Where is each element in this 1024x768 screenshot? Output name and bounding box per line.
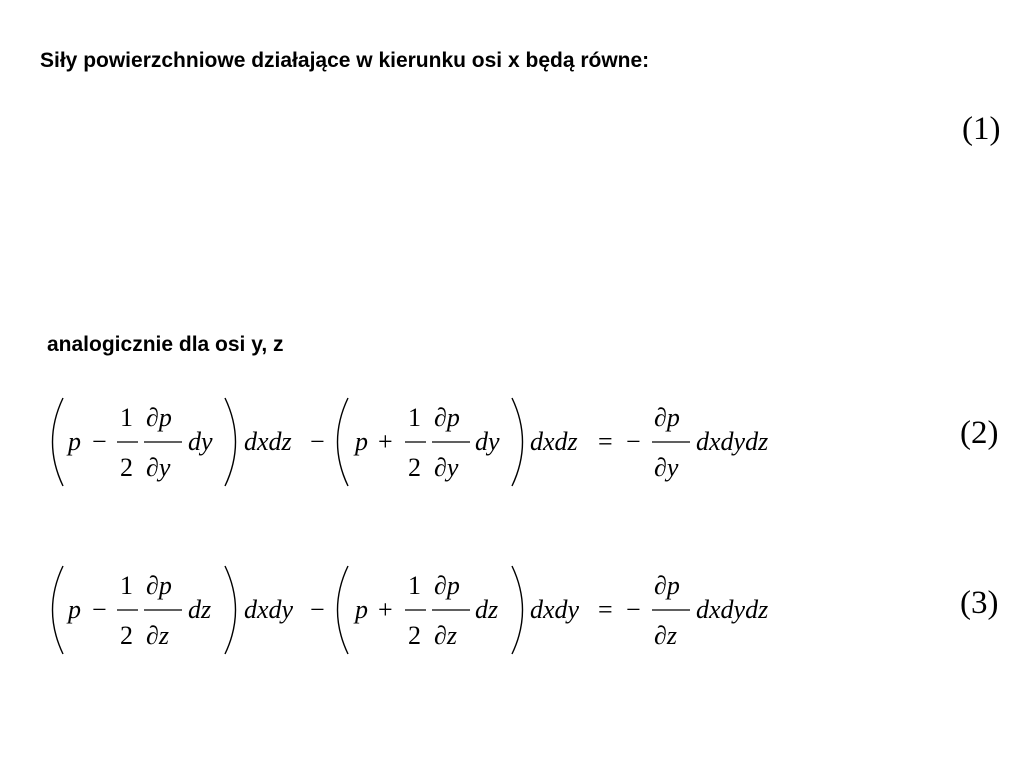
equation-3 — [0, 560, 1024, 660]
partial-denominator: ∂y — [146, 453, 171, 482]
differential: dz — [475, 595, 499, 624]
minus-sign: − — [626, 427, 641, 456]
term2-suffix: dxdy — [530, 595, 580, 624]
partial-numerator: ∂p — [434, 571, 460, 600]
left-paren-2 — [338, 398, 349, 486]
differential: dz — [188, 595, 212, 624]
partial-denominator: ∂y — [434, 453, 459, 482]
equals-sign: = — [598, 595, 613, 624]
minus-sign: − — [92, 427, 107, 456]
partial-numerator: ∂p — [146, 571, 172, 600]
term1-suffix: dxdz — [244, 427, 292, 456]
right-paren-2 — [512, 566, 523, 654]
left-paren-2 — [338, 566, 349, 654]
minus-sign: − — [310, 427, 325, 456]
plus-sign: + — [378, 427, 393, 456]
equation-2 — [0, 392, 1024, 492]
fraction-denominator: 2 — [120, 453, 133, 482]
left-paren-1 — [53, 566, 64, 654]
equals-sign: = — [598, 427, 613, 456]
heading-surface-forces: Siły powierzchniowe działające w kierunku osi x będą równe: — [40, 49, 650, 72]
differential: dy — [188, 427, 213, 456]
minus-sign: − — [310, 595, 325, 624]
equation-number-1: (1) — [962, 111, 1001, 147]
partial-denominator: ∂z — [146, 621, 169, 650]
minus-sign: − — [626, 595, 641, 624]
fraction-denominator: 2 — [408, 621, 421, 650]
minus-sign: − — [92, 595, 107, 624]
partial-numerator: ∂p — [654, 403, 680, 432]
partial-numerator: ∂p — [146, 403, 172, 432]
right-paren-1 — [225, 566, 236, 654]
partial-denominator: ∂y — [654, 453, 679, 482]
plus-sign: + — [378, 595, 393, 624]
symbol-p: p — [68, 427, 81, 456]
partial-denominator: ∂z — [654, 621, 677, 650]
term2-suffix: dxdz — [530, 427, 578, 456]
left-paren-1 — [53, 398, 64, 486]
right-paren-1 — [225, 398, 236, 486]
fraction-numerator: 1 — [408, 403, 421, 432]
fraction-denominator: 2 — [120, 621, 133, 650]
right-paren-2 — [512, 398, 523, 486]
rhs-suffix: dxdydz — [696, 427, 769, 456]
partial-denominator: ∂z — [434, 621, 457, 650]
term1-suffix: dxdy — [244, 595, 294, 624]
symbol-p: p — [355, 427, 368, 456]
fraction-numerator: 1 — [120, 403, 133, 432]
partial-numerator: ∂p — [654, 571, 680, 600]
rhs-suffix: dxdydz — [696, 595, 769, 624]
equation-number-3: (3) — [960, 585, 999, 621]
symbol-p: p — [68, 595, 81, 624]
fraction-denominator: 2 — [408, 453, 421, 482]
fraction-numerator: 1 — [408, 571, 421, 600]
symbol-p: p — [355, 595, 368, 624]
differential: dy — [475, 427, 500, 456]
heading-analogous-axes: analogicznie dla osi y, z — [47, 333, 284, 356]
equation-number-2: (2) — [960, 415, 999, 451]
fraction-numerator: 1 — [120, 571, 133, 600]
partial-numerator: ∂p — [434, 403, 460, 432]
